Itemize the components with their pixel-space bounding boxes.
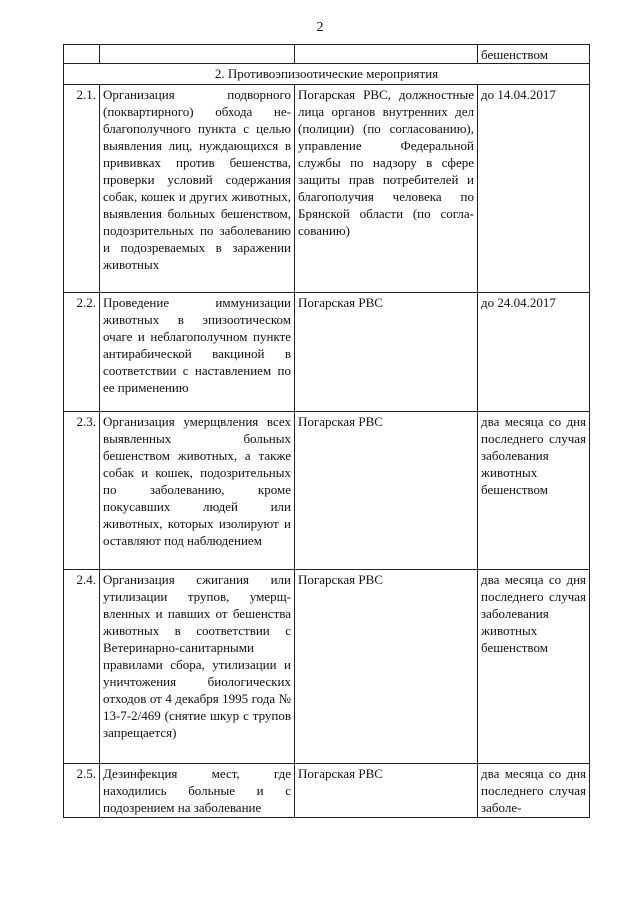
deadline-text: два месяца со дня последнего случая заболевания животных бешенством [478,412,590,570]
responsible-text: Погарская РВС [295,293,478,412]
event-text: Дезинфекция мест, где находились больные и с подозрением на заболевание [100,764,295,818]
table-cell-event [100,45,295,64]
event-text: Организация умерщвления всех выявленных больных бешенством животных, а также собак и кошек, подозрительных по заболеванию, кроме покусавших людей или животных, которых изолируют и оставляют под наблюдением [100,412,295,570]
table-row [64,85,590,293]
table-cell-deadline: бешенством [478,45,590,64]
table-row [64,412,590,570]
table-cell-num [64,45,100,64]
event-text: Организация сжигания или утилизации трупов, умерщвленных и павших от бешенства животных в соответствии с Ветеринарно-санитарными правилами сбора, утилизации и уничтожения биологических отходов от 4 декабря 1995 года № 13-7-2/469 (снятие шкур с трупов запрещается) [100,570,295,764]
responsible-text: Погарская РВС [295,412,478,570]
row-number: 2.2. [64,293,100,412]
table-row [64,293,590,412]
row-number: 2.1. [64,85,100,293]
deadline-text: два месяца со дня последнего случая заболевания животных бешенством [478,570,590,764]
row-number: 2.3. [64,412,100,570]
deadline-text: два месяца со дня последнего случая заболе- [478,764,590,818]
section-title: 2. Противоэпизоотические мероприятия [64,64,590,85]
page-number: 2 [316,20,324,35]
responsible-text: Погарская РВС [295,764,478,818]
section-row [64,64,590,85]
row-number: 2.5. [64,764,100,818]
event-text: Проведение иммунизации животных в эпизоотическом очаге и неблагополучном пункте антирабической вакциной в соответствии с наставлением по ее применению [100,293,295,412]
table-cell-responsible [295,45,478,64]
table-row [64,570,590,764]
event-text: Организация подворного (поквартирного) обхода неблагополучного пункта с целью выявления лиц, нуждающихся в прививках против бешенства, проверки условий содержания собак, кошек и других животных, выявления больных бешенством, подозрительных по заболеванию и подозреваемых в заражении животных [100,85,295,293]
responsible-text: Погарская РВС, должностные лица органов внутренних дел (полиции) (по согласованию), управление Федеральной службы по надзору в сфере защиты прав потребителей и благополучия человека по Брянской области (по согласованию) [295,85,478,293]
responsible-text: Погарская РВС [295,570,478,764]
measures-table [63,44,590,818]
table-row [64,45,590,64]
deadline-text: до 14.04.2017 [478,85,590,293]
deadline-text: до 24.04.2017 [478,293,590,412]
table-row [64,764,590,818]
row-number: 2.4. [64,570,100,764]
